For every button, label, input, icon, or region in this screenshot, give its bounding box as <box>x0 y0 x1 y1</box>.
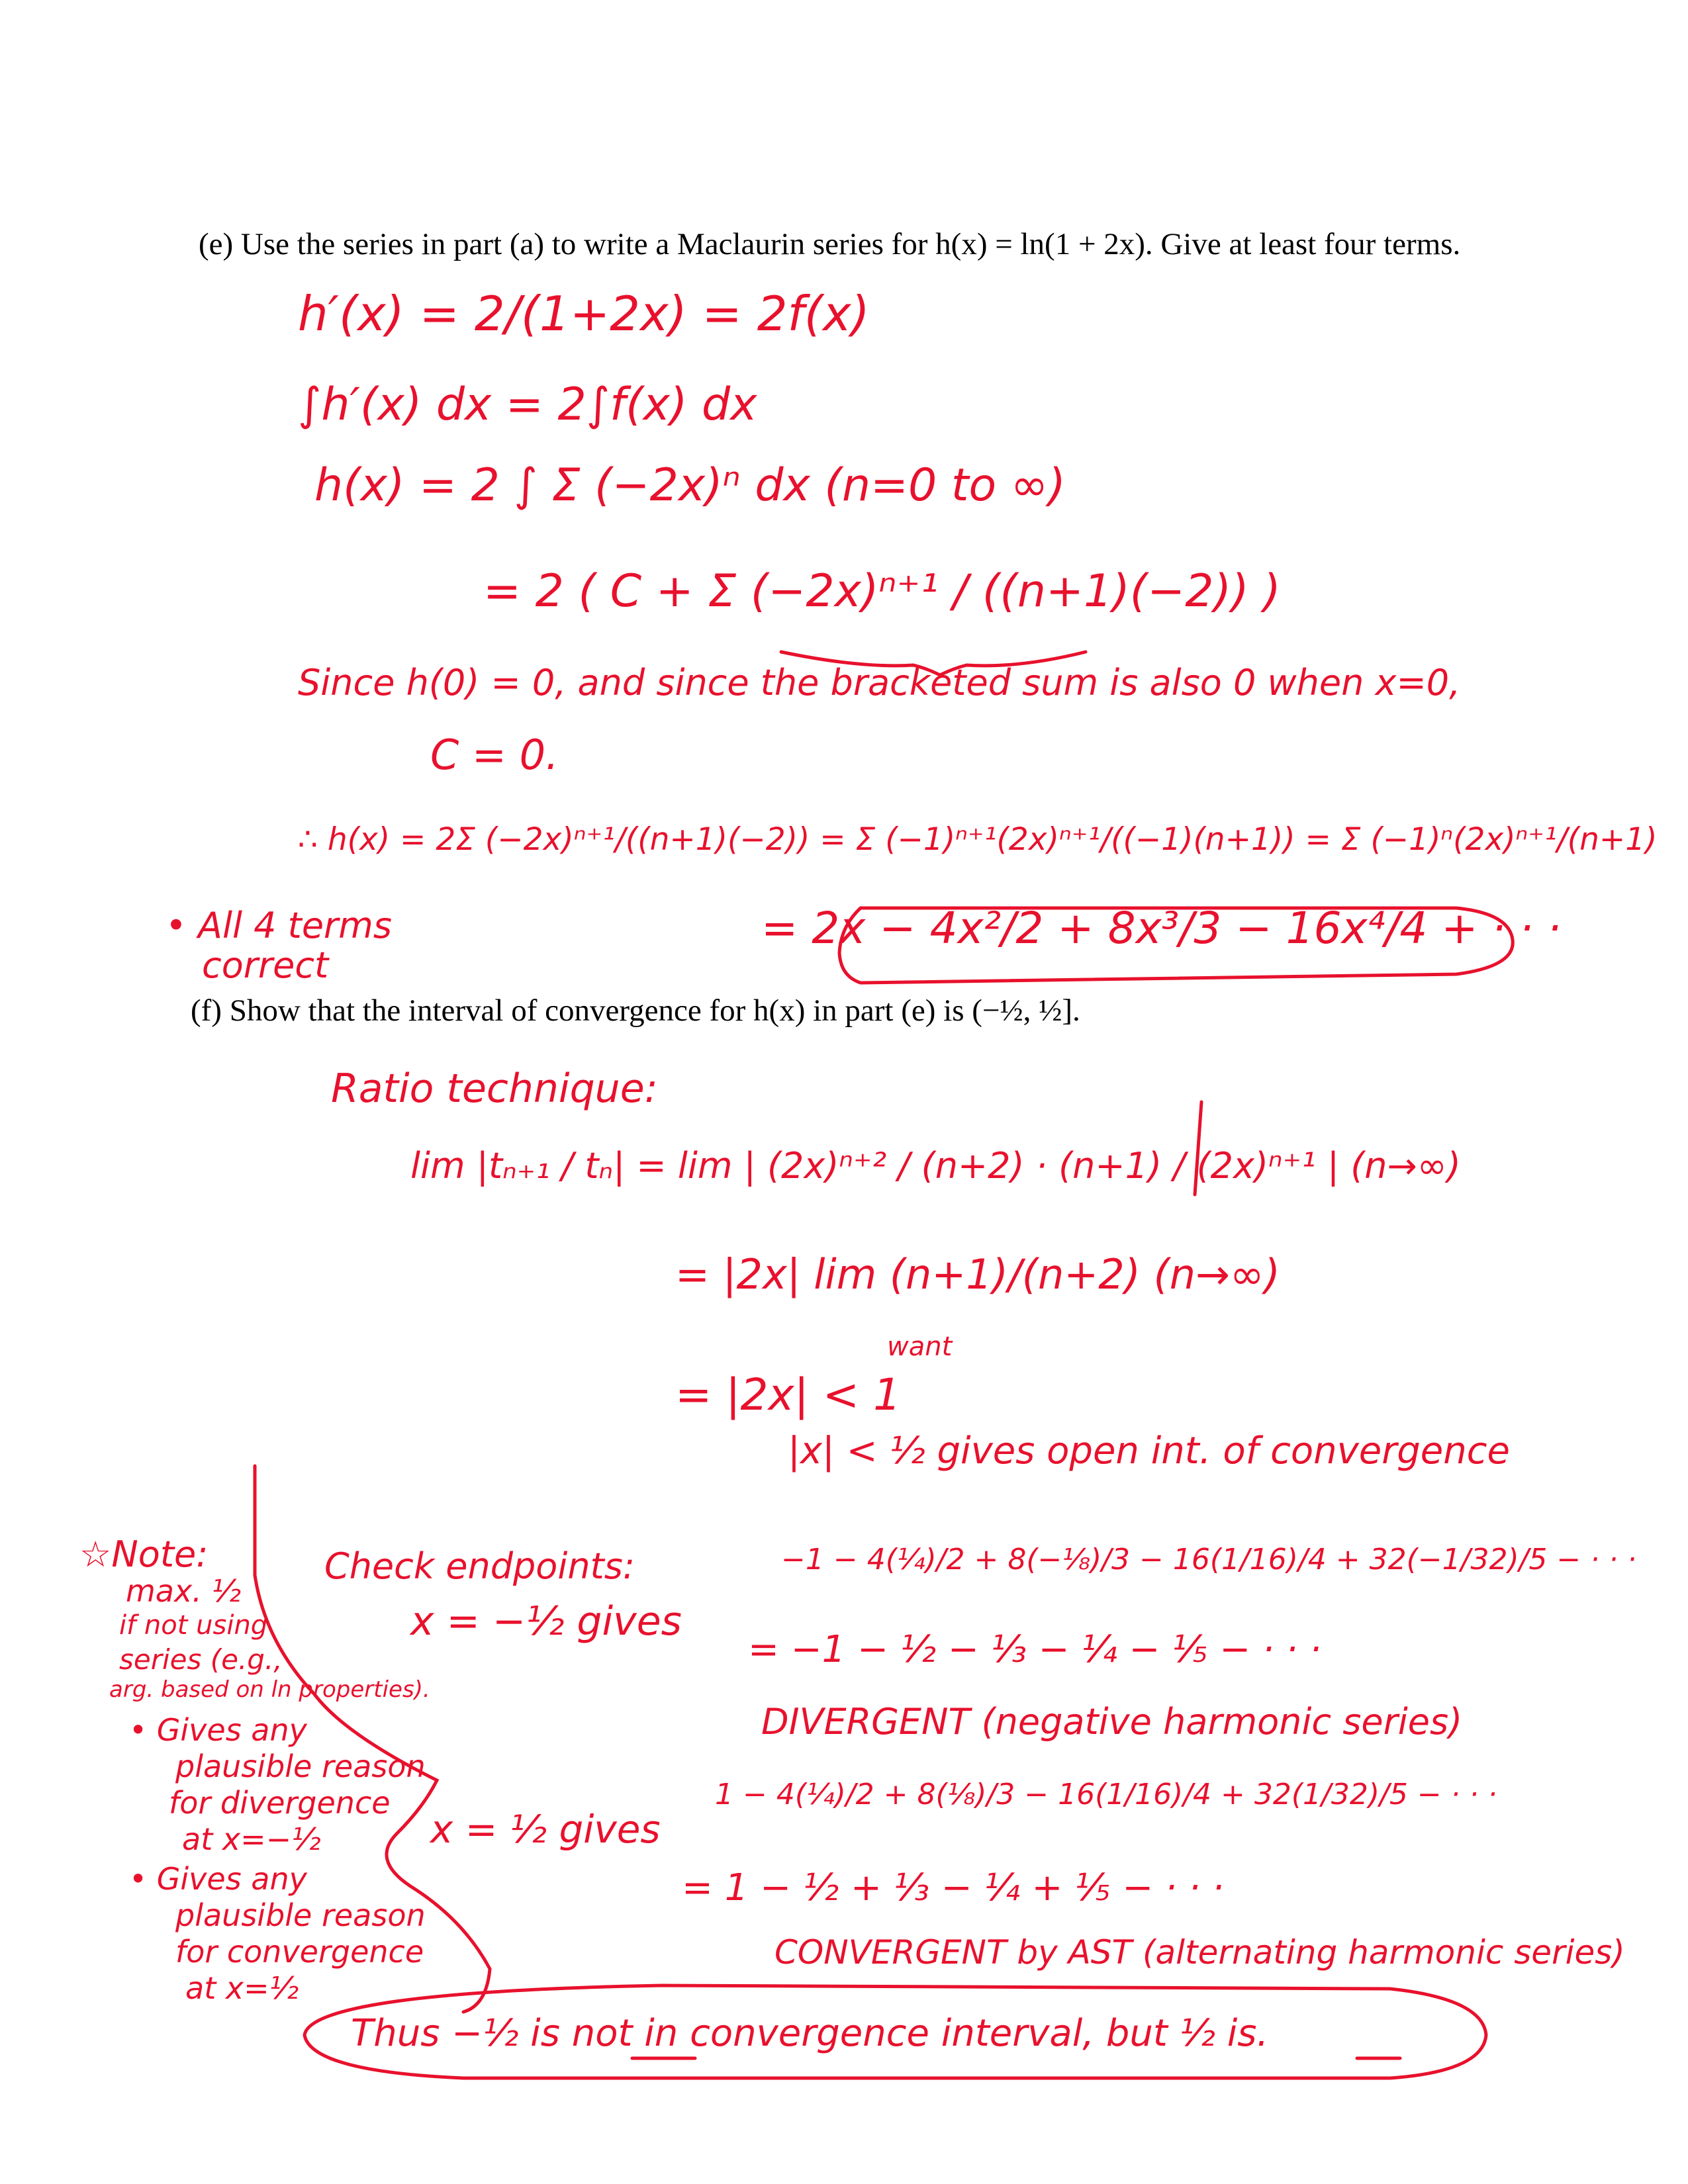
work-e-since-line2: C = 0. <box>430 731 559 779</box>
series-answer-box <box>839 908 1513 983</box>
work-f-ratio1: lim |tₙ₊₁ / tₙ| = lim | (2x)ⁿ⁺² / (n+2) · (n+1) / (2x)ⁿ⁺¹ | (n→∞) <box>410 1145 1461 1187</box>
work-f-conclusion: Thus −½ is not in convergence interval, but ½ is. <box>351 2012 1269 2055</box>
rubric-f-line3: if not using <box>119 1610 268 1641</box>
question-part-e: (e) Use the series in part (a) to write a Maclaurin series for h(x) = ln(1 + 2x). Give at least four terms. <box>199 227 1461 261</box>
work-f-neg-simplified: = −1 − ½ − ⅓ − ¼ − ⅕ − · · · <box>748 1628 1322 1671</box>
rubric-f-line12: for convergence <box>175 1934 424 1970</box>
rubric-f-line4: series (e.g., <box>119 1643 283 1676</box>
work-f-pos-simplified: = 1 − ½ + ⅓ − ¼ + ⅕ − · · · <box>682 1866 1225 1909</box>
question-part-f: (f) Show that the interval of convergence for h(x) in part (e) is (−½, ½]. <box>191 993 1080 1028</box>
work-e-since-line1: Since h(0) = 0, and since the bracketed sum is also 0 when x=0, <box>298 662 1461 704</box>
work-e-line1: h′(x) = 2/(1+2x) = 2f(x) <box>298 286 870 341</box>
rubric-f-line13: at x=½ <box>185 1970 299 2006</box>
rubric-f-line7: plausible reason <box>175 1749 426 1784</box>
rubric-f-line10: • Gives any <box>129 1861 307 1897</box>
work-f-ratio2: = |2x| lim (n+1)/(n+2) (n→∞) <box>675 1250 1280 1298</box>
work-e-line4: = 2 ( C + Σ (−2x)ⁿ⁺¹ / ((n+1)(−2)) ) <box>483 565 1281 617</box>
work-e-therefore: ∴ h(x) = 2Σ (−2x)ⁿ⁺¹/((n+1)(−2)) = Σ (−1)ⁿ⁺¹(2x)ⁿ⁺¹/((−1)(n+1)) = Σ (−1)ⁿ(2x)ⁿ⁺¹/(n+1) <box>298 821 1658 858</box>
underbrace-stroke <box>781 652 1086 675</box>
work-e-line2: ∫h′(x) dx = 2∫f(x) dx <box>298 379 757 431</box>
work-f-want: want <box>887 1332 953 1362</box>
work-e-series-answer: = 2x − 4x²/2 + 8x³/3 − 16x⁴/4 + · · · <box>761 903 1562 954</box>
rubric-f-line6: • Gives any <box>129 1712 307 1748</box>
rubric-e-line1: • All 4 terms <box>165 905 392 946</box>
work-f-open-interval: |x| < ½ gives open int. of convergence <box>788 1430 1510 1473</box>
work-f-convergent: CONVERGENT by AST (alternating harmonic series) <box>774 1933 1625 1972</box>
rubric-f-line1: ☆Note: <box>79 1533 209 1575</box>
rubric-f-line11: plausible reason <box>175 1897 426 1933</box>
absolute-value-bar <box>1195 1102 1201 1195</box>
work-f-pos-series: 1 − 4(¼)/2 + 8(⅛)/3 − 16(1/16)/4 + 32(1/32)/5 − · · · <box>715 1778 1497 1811</box>
work-f-check-endpoints: Check endpoints: <box>324 1545 635 1587</box>
work-f-header: Ratio technique: <box>331 1066 658 1112</box>
rubric-f-line8: for divergence <box>169 1785 391 1821</box>
work-f-neg-label: x = −½ gives <box>410 1598 682 1645</box>
margin-note-divider <box>255 1466 490 2012</box>
work-e-line3: h(x) = 2 ∫ Σ (−2x)ⁿ dx (n=0 to ∞) <box>314 459 1066 512</box>
work-f-divergent: DIVERGENT (negative harmonic series) <box>761 1701 1463 1743</box>
work-f-neg-series: −1 − 4(¼)/2 + 8(−⅛)/3 − 16(1/16)/4 + 32(−1/32)/5 − · · · <box>781 1543 1637 1576</box>
work-f-ratio3: = |2x| < 1 <box>675 1369 902 1420</box>
work-f-pos-label: x = ½ gives <box>430 1807 661 1852</box>
rubric-e-line2: correct <box>202 944 329 986</box>
rubric-f-line5: arg. based on ln properties). <box>109 1676 430 1703</box>
rubric-f-line9: at x=−½ <box>182 1821 321 1857</box>
rubric-f-line2: max. ½ <box>126 1573 242 1609</box>
